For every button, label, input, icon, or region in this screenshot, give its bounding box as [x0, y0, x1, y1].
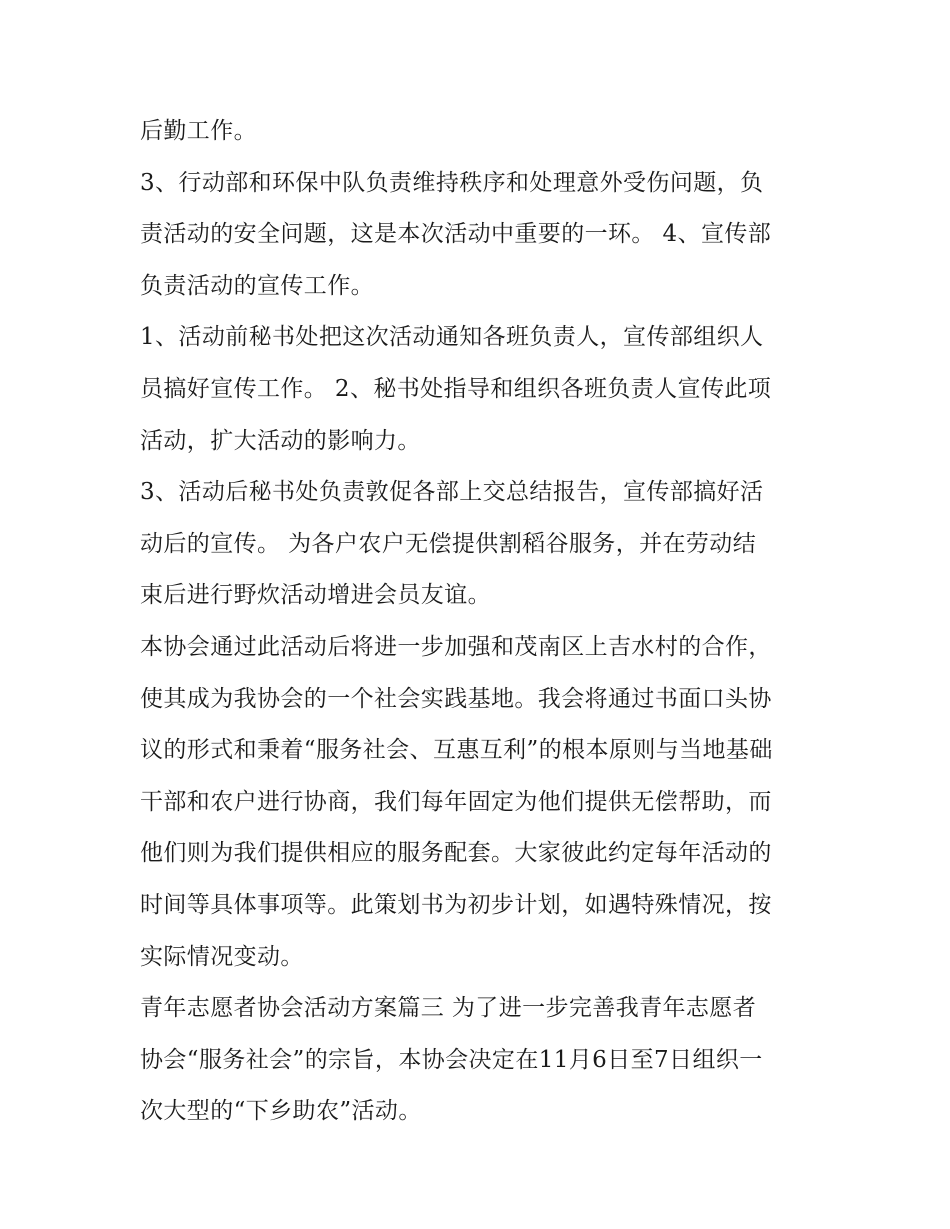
text-line: 负责活动的宣传工作。 — [140, 272, 374, 299]
text-line: 活动，扩大活动的影响力。 — [140, 427, 421, 454]
text-line: 他们则为我们提供相应的服务配套。大家彼此约定每年活动的 — [140, 840, 772, 867]
text-line: 实际情况变动。 — [140, 943, 304, 970]
text-line: 协会“服务社会”的宗旨，本协会决定在11月6日至7日组织一 — [140, 1046, 763, 1073]
document-body — [140, 106, 820, 1138]
text-line: 后勤工作。 — [140, 118, 257, 144]
text-line: 本协会通过此活动后将进一步加强和茂南区上吉水村的合作， — [140, 633, 772, 660]
text-line: 动后的宣传。 为各户农户无偿提供割稻谷服务，并在劳动结 — [140, 530, 757, 557]
text-line: 3、行动部和环保中队负责维持秩序和处理意外受伤问题，负 — [140, 169, 764, 196]
text-line: 责活动的安全问题，这是本次活动中重要的一环。 4、宣传部 — [140, 221, 772, 248]
text-line: 次大型的“下乡助农”活动。 — [140, 1098, 422, 1125]
text-line: 使其成为我协会的一个社会实践基地。我会将通过书面口头协 — [140, 685, 772, 712]
text-line: 员搞好宣传工作。 2、秘书处指导和组织各班负责人宣传此项 — [140, 375, 772, 402]
text-line: 束后进行野炊活动增进会员友谊。 — [140, 582, 491, 609]
text-line: 时间等具体事项等。此策划书为初步计划，如遇特殊情况，按 — [140, 891, 772, 918]
text-line: 3、活动后秘书处负责敦促各部上交总结报告，宣传部搞好活 — [140, 479, 764, 506]
text-line: 干部和农户进行协商，我们每年固定为他们提供无偿帮助，而 — [140, 788, 772, 815]
text-line: 1、活动前秘书处把这次活动通知各班负责人，宣传部组织人 — [140, 324, 764, 351]
text-line: 议的形式和秉着“服务社会、互惠互利”的根本原则与当地基础 — [140, 737, 773, 764]
text-line: 青年志愿者协会活动方案篇三 为了进一步完善我青年志愿者 — [140, 995, 757, 1022]
